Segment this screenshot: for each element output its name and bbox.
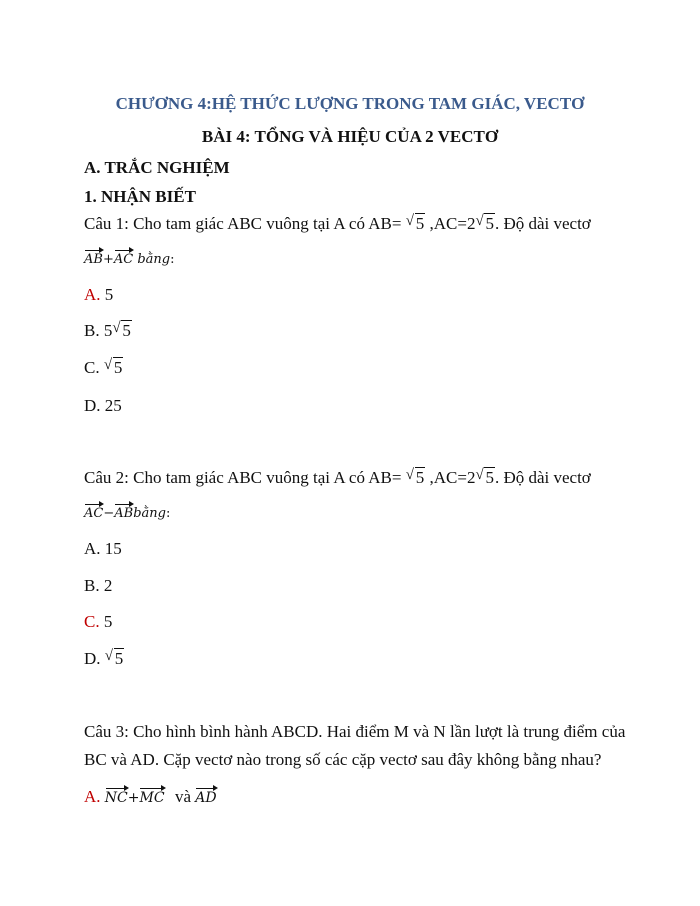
q1-option-d[interactable] xyxy=(84,396,122,416)
q1-text-after: . Độ dài vectơ xyxy=(494,214,591,233)
q3-option-a[interactable] xyxy=(84,787,217,807)
option-text: 25 xyxy=(104,396,122,415)
q2-tail: bằng xyxy=(133,506,166,521)
q2-text-mid: ,AC=2 xyxy=(425,468,476,487)
q3-option-a-expression xyxy=(105,790,169,806)
option-label: D. xyxy=(84,396,101,415)
q2-sqrt-ac: √ 5 xyxy=(475,468,495,488)
option-label: B. xyxy=(84,321,100,340)
option-label: A. xyxy=(84,285,101,304)
q2-option-b[interactable] xyxy=(84,576,112,596)
option-label: B. xyxy=(84,576,100,595)
q1-text-before: Câu 1: Cho tam giác ABC vuông tại A có AB= xyxy=(84,214,402,233)
q2-text-before: Câu 2: Cho tam giác ABC vuông tại A có AB= xyxy=(84,468,402,487)
q2-sqrt-ab: √ 5 xyxy=(406,468,426,488)
q1-sqrt-ac: √ 5 xyxy=(475,214,495,234)
option-text: 5 xyxy=(103,321,113,340)
question-2-expression: AC−ABbằng: xyxy=(84,506,171,521)
q2-option-c[interactable] xyxy=(84,612,112,632)
q2-text-after: . Độ dài vectơ xyxy=(494,468,591,487)
vector-mc: MC xyxy=(139,790,165,806)
vector-ab: AB xyxy=(114,506,134,521)
option-text: 5 xyxy=(103,612,113,631)
question-3-line-2: BC và AD. Cặp vectơ nào trong số các cặp vectơ sau đây không bằng nhau? xyxy=(84,750,602,769)
option-text: 5 xyxy=(104,285,114,304)
q1-option-c[interactable] xyxy=(84,358,123,378)
vector-nc: NC xyxy=(104,790,128,806)
question-3-line-1: Câu 3: Cho hình bình hành ABCD. Hai điểm M và N lần lượt là trung điểm của xyxy=(84,722,626,741)
vector-ac: AC xyxy=(84,506,104,521)
q1-option-a[interactable] xyxy=(84,285,113,305)
vector-ab: AB xyxy=(84,252,103,267)
minus-sign: − xyxy=(103,506,115,521)
chapter-title: CHƯƠNG 4:HỆ THỨC LƯỢNG TRONG TAM GIÁC, VECTƠ xyxy=(115,94,585,113)
sqrt-value: √ 5 xyxy=(104,358,124,378)
option-label: D. xyxy=(84,649,101,668)
option-text: 2 xyxy=(103,576,113,595)
q1-tail: bằng xyxy=(137,252,171,267)
question-2-stem xyxy=(84,468,591,488)
q1-option-b[interactable] xyxy=(84,321,132,341)
q1-text-mid: ,AC=2 xyxy=(425,214,476,233)
option-text: 15 xyxy=(104,539,122,558)
question-1-stem xyxy=(84,214,591,234)
plus-sign: + xyxy=(102,252,114,267)
option-label: A. xyxy=(84,787,101,806)
q1-sqrt-ab: √ 5 xyxy=(406,214,426,234)
question-1-expression: AB+AC bằng: xyxy=(84,252,175,267)
section-heading: A. TRẮC NGHIỆM xyxy=(84,158,230,177)
sqrt-value: √ 5 xyxy=(112,321,132,341)
option-label: C. xyxy=(84,612,100,631)
conjunction: và xyxy=(174,787,192,806)
option-label: C. xyxy=(84,358,100,377)
subsection-heading: 1. NHẬN BIẾT xyxy=(84,187,196,206)
vector-ac: AC xyxy=(113,252,134,267)
option-label: A. xyxy=(84,539,101,558)
plus-sign: + xyxy=(127,790,140,806)
sqrt-value: √ 5 xyxy=(105,649,125,669)
lesson-title: BÀI 4: TỔNG VÀ HIỆU CỦA 2 VECTƠ xyxy=(201,127,499,146)
vector-ad: AD xyxy=(195,790,217,806)
q2-option-a[interactable] xyxy=(84,539,122,559)
q2-option-d[interactable] xyxy=(84,649,124,669)
